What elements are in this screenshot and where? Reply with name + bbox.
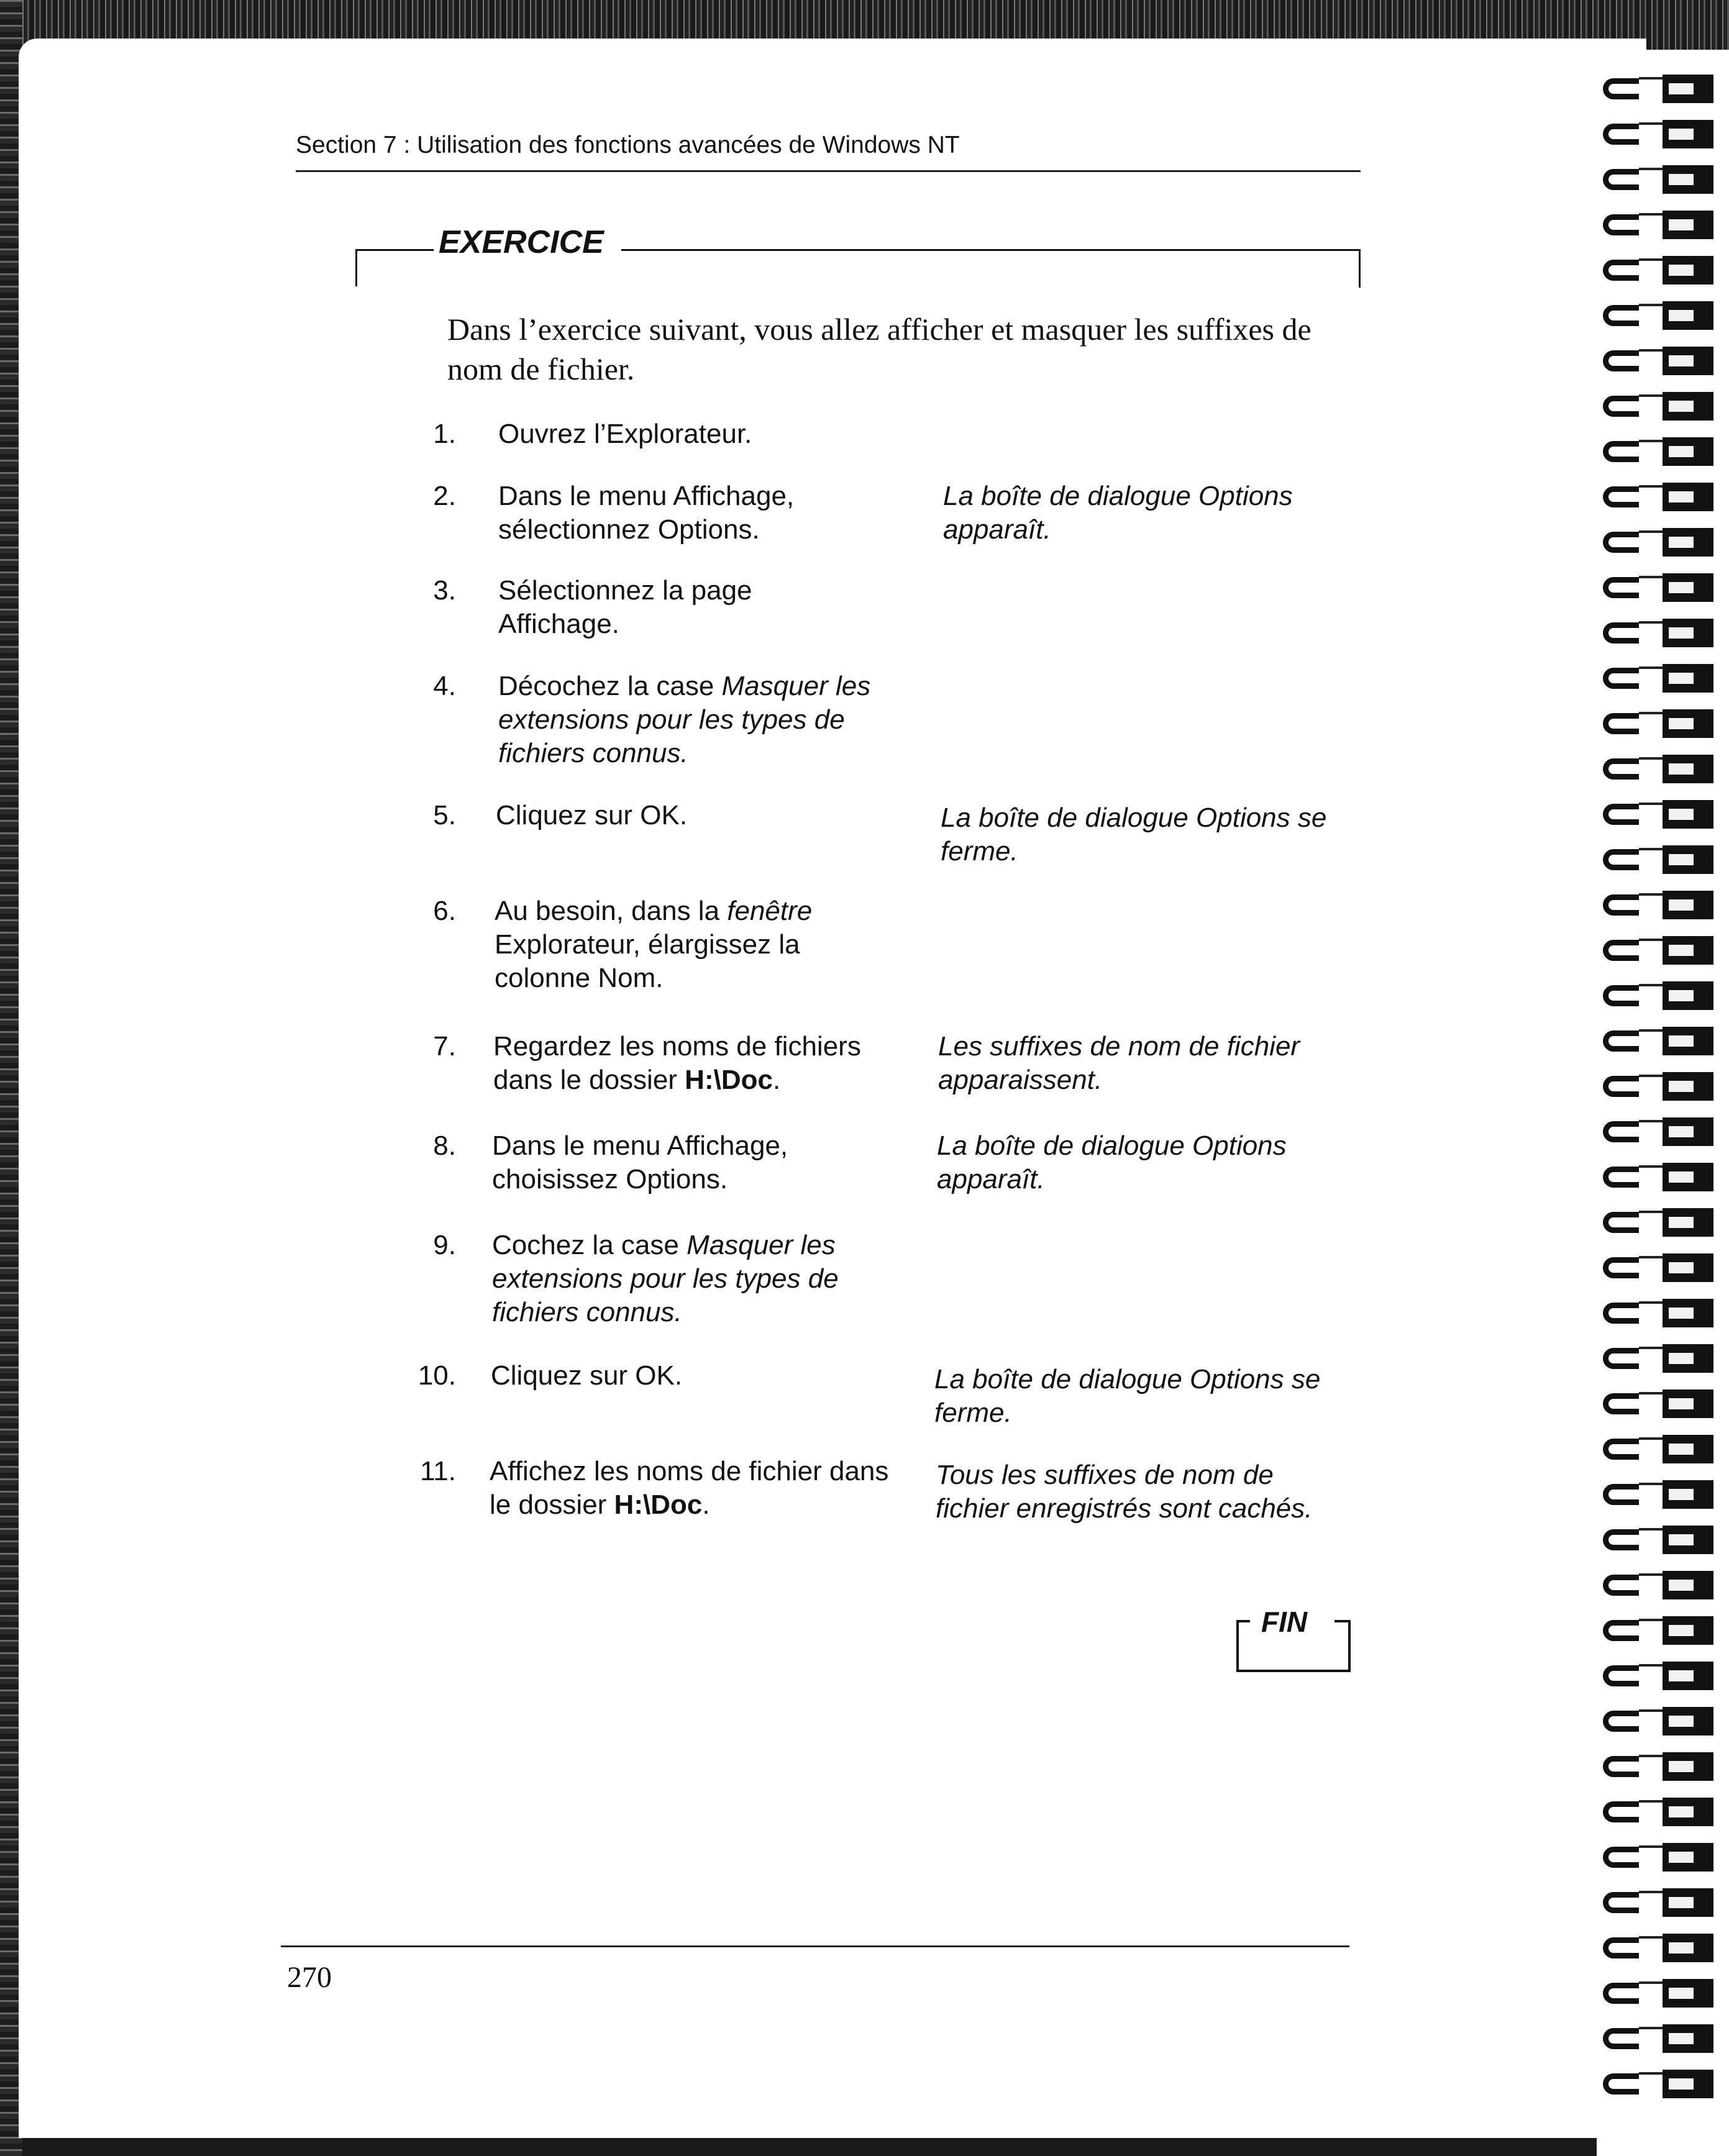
step-instruction: Dans le menu Affichage, sélectionnez Options. [498, 481, 795, 545]
section-header: Section 7 : Utilisation des fonctions avancées de Windows NT [296, 132, 960, 158]
header-divider [296, 170, 1361, 172]
exercise-frame-top-left [355, 249, 434, 251]
step-result: Tous les suffixes de nom de fichier enregistrés sont cachés. [936, 1460, 1313, 1524]
exercise-title: EXERCICE [439, 224, 604, 260]
binding-coil [1603, 845, 1665, 874]
binding-coil [1603, 347, 1665, 375]
binding-coil [1603, 120, 1665, 148]
binding-coil [1603, 1344, 1665, 1373]
binding-coil [1603, 1888, 1665, 1917]
binding-coil [1603, 1027, 1665, 1055]
binding-coil [1603, 1480, 1665, 1509]
exercise-frame-left [355, 249, 357, 286]
binding-coil [1603, 664, 1665, 693]
binding-coil [1603, 2024, 1665, 2053]
step-text-bold: H:\Doc [685, 1065, 773, 1095]
step-instruction: Cliquez sur OK. [491, 1360, 683, 1391]
binding-coil [1603, 1208, 1665, 1237]
step-number: 11. [420, 1456, 456, 1486]
step-number: 7. [433, 1031, 456, 1062]
binding-coil [1603, 1752, 1665, 1781]
binding-coil [1603, 1798, 1665, 1826]
step-instruction [495, 894, 867, 995]
step-number: 6. [433, 896, 456, 926]
binding-coil [1603, 800, 1665, 829]
step-instruction: Dans le menu Affichage, choisissez Options. [492, 1130, 788, 1194]
binding-coil [1603, 573, 1665, 602]
binding-coil [1603, 891, 1665, 919]
step-text-plain: Affichez les noms de fichier dans le dossier [490, 1456, 889, 1520]
binding-coil [1603, 1979, 1665, 2008]
binding-coil [1603, 165, 1665, 194]
binding-coil [1603, 1072, 1665, 1101]
step-text-plain: Décochez la case [498, 671, 722, 701]
binding-coil [1603, 211, 1665, 239]
binding-coil [1603, 936, 1665, 965]
binding-coil [1603, 1526, 1665, 1554]
step-text-italic: fenêtre [727, 896, 813, 926]
step-number: 8. [433, 1130, 456, 1161]
binding-coil [1603, 1843, 1665, 1872]
binding-coil [1603, 1117, 1665, 1146]
step-text-bold: H:\Doc [614, 1490, 703, 1520]
end-marker-tick-right [1334, 1620, 1351, 1622]
footer-divider [281, 1945, 1349, 1947]
exercise-frame-top-right [621, 249, 1361, 251]
step-number: 5. [433, 800, 456, 830]
step-text-italic: Masquer les extensions pour les types de fichiers connus. [492, 1230, 839, 1327]
binding-coil [1603, 1616, 1665, 1645]
binding-coil [1603, 1253, 1665, 1282]
binding-coil [1603, 1390, 1665, 1418]
binding-coil [1603, 437, 1665, 466]
binding-coil [1603, 1571, 1665, 1599]
step-number: 2. [433, 481, 456, 511]
step-number: 9. [433, 1230, 456, 1260]
binding-coil [1603, 981, 1665, 1010]
binding-coil [1603, 619, 1665, 647]
step-instruction [490, 1455, 893, 1522]
step-result: Les suffixes de nom de fichier apparaissent. [938, 1031, 1300, 1095]
end-marker-tick-left [1236, 1620, 1250, 1622]
step-instruction: Cliquez sur OK. [496, 800, 688, 830]
binding-coil [1603, 1299, 1665, 1327]
page-number: 270 [287, 1961, 332, 1994]
step-result: La boîte de dialogue Options se ferme. [934, 1364, 1321, 1428]
step-text-plain: Au besoin, dans la [495, 896, 728, 926]
step-instruction [493, 1030, 897, 1097]
binding-coil [1603, 1435, 1665, 1463]
step-instruction: Ouvrez l’Explorateur. [498, 419, 752, 449]
step-instruction [498, 670, 902, 770]
end-marker-label: FIN [1261, 1606, 1308, 1638]
step-number: 3. [433, 575, 456, 606]
step-text-plain: Cochez la case [492, 1230, 687, 1260]
step-text-after: . [772, 1065, 781, 1095]
step-instruction [492, 1229, 896, 1329]
binding-coil [1603, 709, 1665, 738]
binding-coil [1603, 483, 1665, 511]
step-text-after: Explorateur, élargissez la colonne Nom. [495, 929, 800, 993]
binding-coil [1603, 75, 1665, 103]
binding-coil [1603, 1163, 1665, 1191]
binding-coil [1603, 256, 1665, 284]
binding-coil [1603, 755, 1665, 783]
binding-coil [1603, 528, 1665, 557]
step-text-plain: Regardez les noms de fichiers dans le dossier [493, 1031, 861, 1095]
step-number: 4. [433, 671, 456, 701]
step-result: La boîte de dialogue Options se ferme. [941, 803, 1327, 866]
binding-coil [1603, 1934, 1665, 1962]
step-number: 10. [417, 1360, 456, 1391]
step-result: La boîte de dialogue Options apparaît. [943, 481, 1293, 545]
step-text-after: . [702, 1490, 710, 1520]
step-number: 1. [433, 419, 456, 449]
step-instruction: Sélectionnez la page Affichage. [498, 575, 752, 639]
step-text-italic: Masquer les extensions pour les types de fichiers connus. [498, 671, 871, 768]
exercise-frame-right [1359, 249, 1361, 288]
binding-coil [1603, 1662, 1665, 1690]
step-result: La boîte de dialogue Options apparaît. [937, 1130, 1287, 1194]
binding-coil [1603, 2070, 1665, 2098]
binding-coil [1603, 1707, 1665, 1735]
exercise-intro: Dans l’exercice suivant, vous allez afficher et masquer les suffixes de nom de fichier. [447, 312, 1312, 386]
binding-coil [1603, 301, 1665, 330]
binding-coil [1603, 392, 1665, 421]
